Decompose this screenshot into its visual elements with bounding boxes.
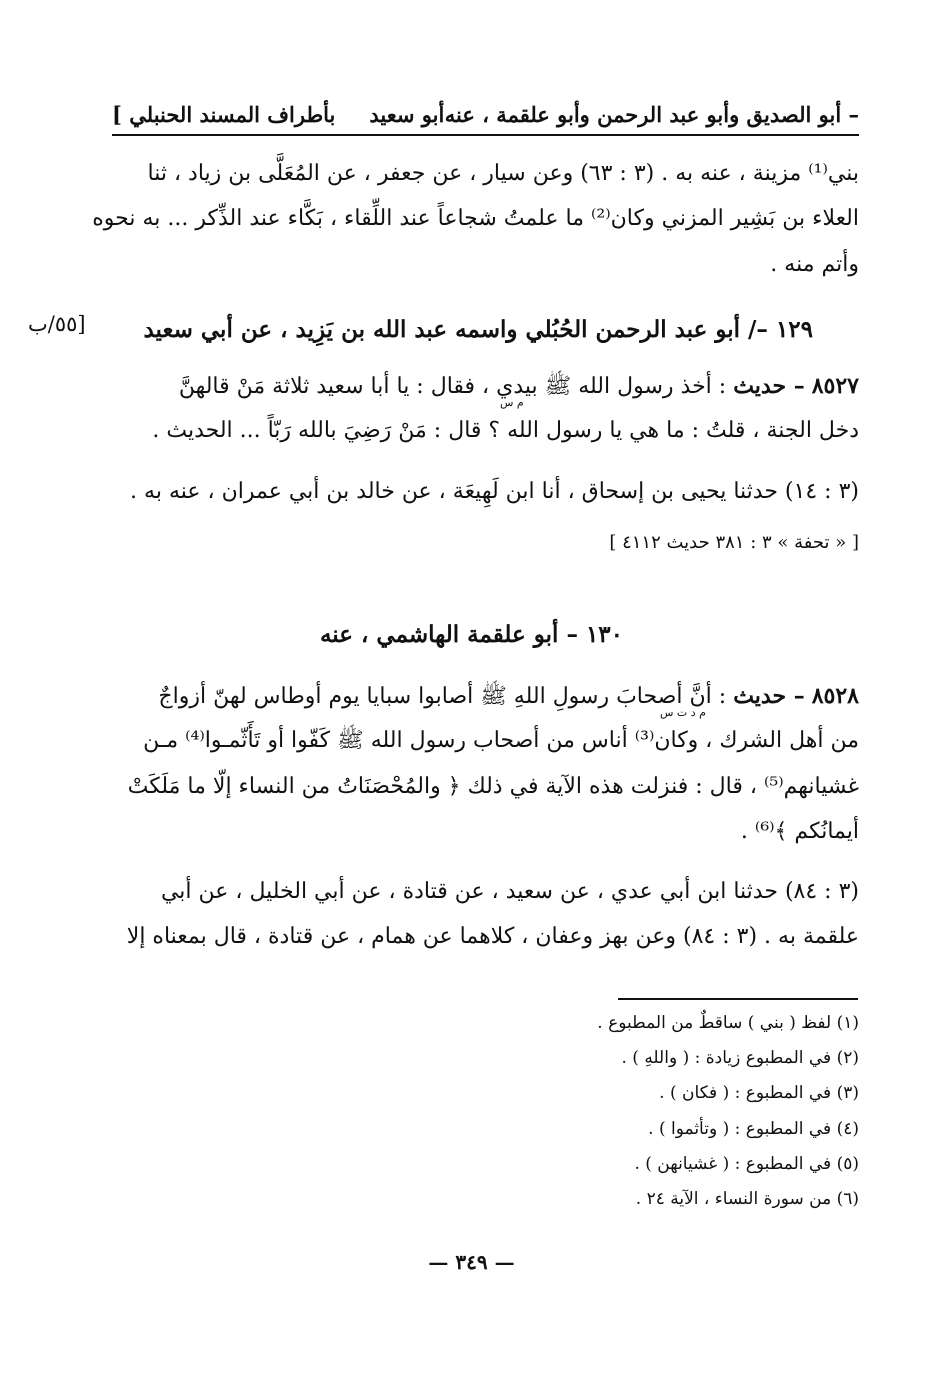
footnote-rule: [618, 998, 858, 1000]
footnote-1: (١) لفظ ( بني ) ساقطٌ من المطبوع .: [597, 1013, 859, 1033]
hadith-8527-number: ٨٥٢٧: [811, 373, 859, 399]
body-line-3: وأتم منه .: [770, 252, 859, 277]
header-rule: [112, 134, 859, 136]
page-number: — ٣٤٩ —: [428, 1250, 515, 1274]
footnote-5: (٥) في المطبوع : ( غشيانهن ) .: [634, 1154, 859, 1174]
header-middle-title: أبو سعيد: [369, 101, 445, 127]
section-130-heading: ١٣٠ – أبو علقمة الهاشمي ، عنه: [319, 621, 624, 648]
footnote-2: (٢) في المطبوع زيادة : ( واللهِ ) .: [621, 1048, 859, 1068]
hadith-8527-isnad: (٣ : ١٤) حدثنا يحيى بن إسحاق ، أنا ابن لَهِيعَة ، عن خالد بن أبي عمران ، عنه به .: [130, 479, 859, 504]
hadith-8528-isnad-2: علقمة به . (٣ : ٨٤) وعن بهز وعفان ، كلاهما عن همام ، عن قتادة ، قال بمعناه إلا: [126, 924, 859, 949]
hadith-8527-text-1: : أخذ رسول الله ﷺ بيدي ، فقال : يا أبا سعيد ثلاثة مَنْ قالهنَّ: [178, 374, 727, 399]
hadith-8528-line-2: من أهل الشرك ، وكان⁽³⁾ أناس من أصحاب رسول الله ﷺ كَفّوا أو تَأَثّمـوا⁽⁴⁾ مـن: [143, 728, 859, 753]
hadith-8527-label: – حديث: [733, 373, 805, 399]
hadith-8528-line-1: [112, 672, 859, 721]
header-right-title: بأطراف المسند الحنبلي ]: [112, 101, 336, 127]
hadith-8528-line-4: أيمانُكم ﴾⁽⁶⁾ .: [740, 819, 859, 844]
hadith-8527-line-2: دخل الجنة ، قلتُ : ما هي يا رسول الله ؟ قال : مَنْ رَضِيَ بالله رَبّاً ... الحديث .: [152, 418, 859, 443]
hadith-8527-line-1: [112, 362, 859, 411]
header-right-group: [112, 102, 444, 127]
body-line-2: العلاء بن بَشِير المزني وكان⁽²⁾ ما علمتُ شجاعاً عند اللِّقاء ، بَكَّاء عند الذِّكر ... به نحوه: [92, 206, 859, 231]
header-left-title: – أبو الصديق وأبو عبد الرحمن وأبو علقمة ، عنه: [444, 101, 859, 127]
hadith-8527-tuhfa: [ « تحفة » ٣ : ٣٨١ حديث ٤١١٢ ]: [609, 532, 859, 553]
hadith-8528-isnad-1: (٣ : ٨٤) حدثنا ابن أبي عدي ، عن سعيد ، عن قتادة ، عن أبي الخليل ، عن أبي: [160, 879, 859, 904]
hadith-8527-sigla: م س: [500, 396, 524, 409]
footnote-3: (٣) في المطبوع : ( فكان ) .: [659, 1083, 859, 1103]
body-line-1: بني⁽¹⁾ مزينة ، عنه به . (٣ : ٦٣) وعن سيار ، عن جعفر ، عن المُعَلَّى بن زياد ، ثنا: [147, 161, 859, 186]
section-129-heading: ١٢٩ –/ أبو عبد الرحمن الحُبُلي واسمه عبد الله بن يَزِيد ، عن أبي سعيد: [143, 316, 813, 343]
hadith-8528-sigla: م د ت س: [660, 706, 706, 719]
hadith-8528-line-3: غشيانهم⁽⁵⁾ ، قال : فنزلت هذه الآية في ذلك ﴿ والمُحْصَنَاتُ من النساء إلّا ما مَلَكَتْ: [127, 774, 859, 799]
hadith-8528-text-1: : أنَّ أصحابَ رسولِ اللهِ ﷺ أصابوا سبايا يوم أوطاس لهنّ أزواجٌ: [158, 684, 727, 709]
hadith-8528-label: – حديث: [733, 683, 805, 709]
footnote-6: (٦) من سورة النساء ، الآية ٢٤ .: [635, 1189, 859, 1209]
running-header: [112, 96, 859, 132]
footnote-4: (٤) في المطبوع : ( وتأثموا ) .: [648, 1119, 859, 1139]
hadith-8528-number: ٨٥٢٨: [811, 683, 859, 709]
margin-folio-ref: [٥٥/ب: [28, 312, 86, 336]
